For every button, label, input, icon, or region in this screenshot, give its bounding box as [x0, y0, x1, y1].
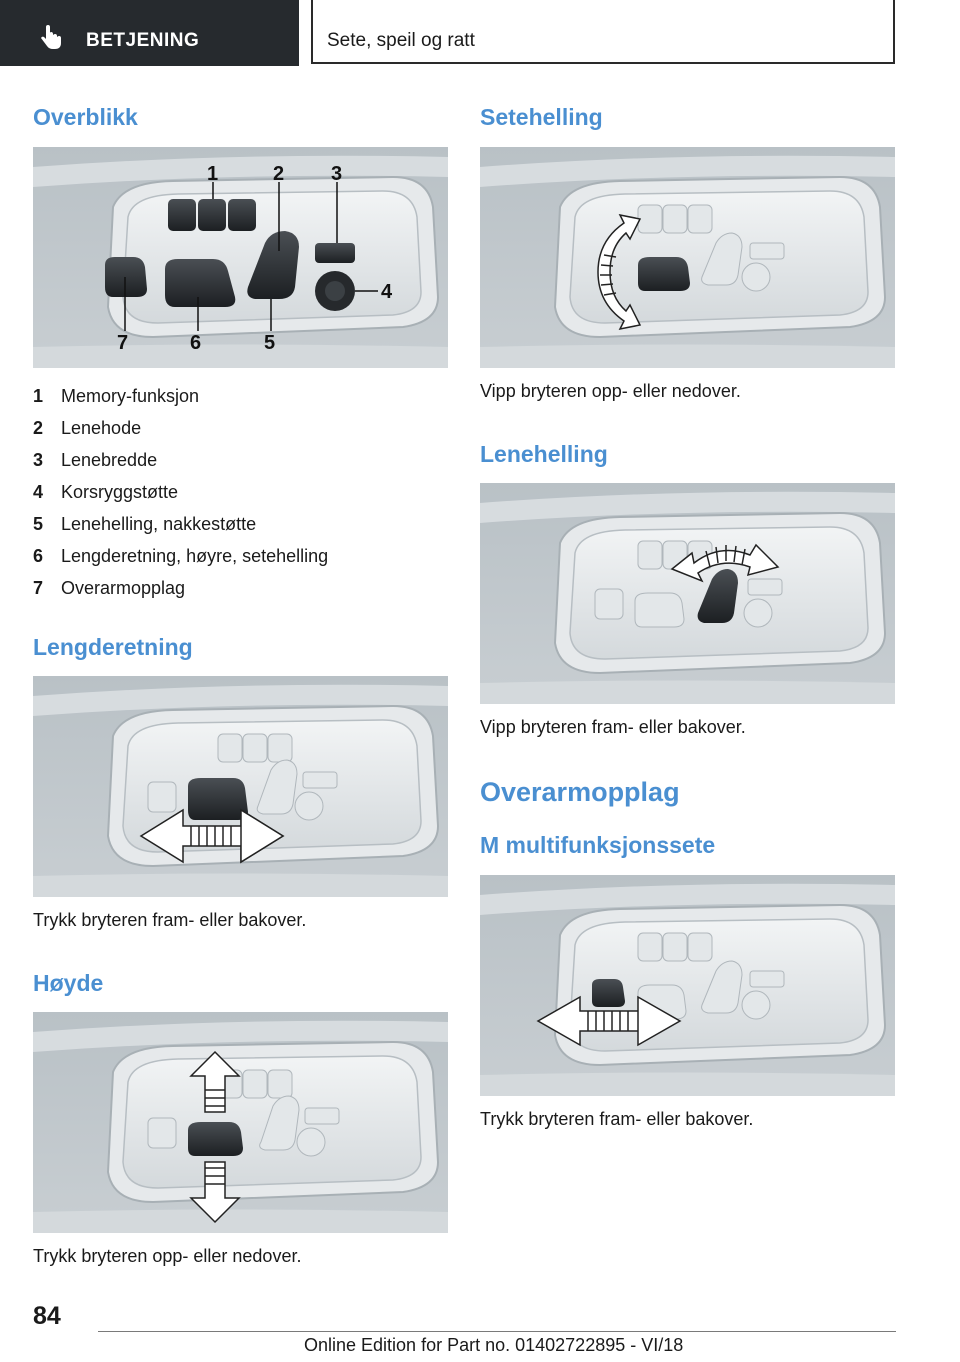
armrest-subheading: M multifunksjonssete: [480, 832, 716, 858]
backrest-tilt-illustration: [480, 483, 895, 704]
legend-item: 7 Overarmopplag: [33, 577, 186, 598]
height-heading: Høyde: [33, 970, 104, 996]
callout-5: 5: [264, 332, 276, 354]
section-tab[interactable]: [0, 0, 299, 66]
backrest-tilt-heading: Lenehelling: [480, 441, 608, 467]
overview-heading: Overblikk: [33, 104, 138, 130]
hand-pointer-icon: [38, 24, 66, 52]
callout-3: 3: [331, 163, 343, 185]
legend-item: 6 Lengderetning, høyre, setehelling: [33, 545, 329, 566]
callout-6: 6: [190, 332, 202, 354]
backrest-tilt-caption: Vipp bryteren fram- eller bakover.: [480, 717, 746, 737]
overview-legend: [33, 380, 453, 604]
section-tab-label: BETJENING: [86, 30, 200, 51]
legend-item: 4 Korsryggstøtte: [33, 481, 179, 502]
height-adjustment-illustration: [33, 1012, 448, 1233]
legend-item: 2 Lenehode: [33, 417, 142, 438]
callout-2: 2: [273, 163, 285, 185]
footer-divider: [98, 1331, 896, 1332]
overview-seat-controls-illustration: [33, 147, 448, 368]
callout-4: 4: [381, 281, 393, 303]
seat-tilt-illustration: [480, 147, 895, 368]
lengthwise-caption: Trykk bryteren fram- eller bakover.: [33, 910, 307, 930]
lengthwise-adjustment-illustration: [33, 676, 448, 897]
page-number: 84: [33, 1302, 61, 1330]
callout-1: 1: [207, 163, 219, 185]
seat-tilt-heading: Setehelling: [480, 104, 603, 130]
footer-edition: Online Edition for Part no. 01402722895 - VI/18: [304, 1335, 684, 1355]
height-caption: Trykk bryteren opp- eller nedover.: [33, 1246, 302, 1266]
lengthwise-heading: Lengderetning: [33, 634, 193, 660]
seat-tilt-caption: Vipp bryteren opp- eller nedover.: [480, 381, 741, 401]
legend-item: 3 Lenebredde: [33, 449, 158, 470]
armrest-adjustment-illustration: [480, 875, 895, 1096]
chapter-title: Sete, speil og ratt: [327, 30, 475, 51]
legend-item: 5 Lenehelling, nakkestøtte: [33, 513, 257, 534]
legend-item: 1 Memory-funksjon: [33, 385, 200, 406]
callout-7: 7: [117, 332, 129, 354]
armrest-caption: Trykk bryteren fram- eller bakover.: [480, 1109, 754, 1129]
armrest-heading: Overarmopplag: [480, 777, 680, 807]
